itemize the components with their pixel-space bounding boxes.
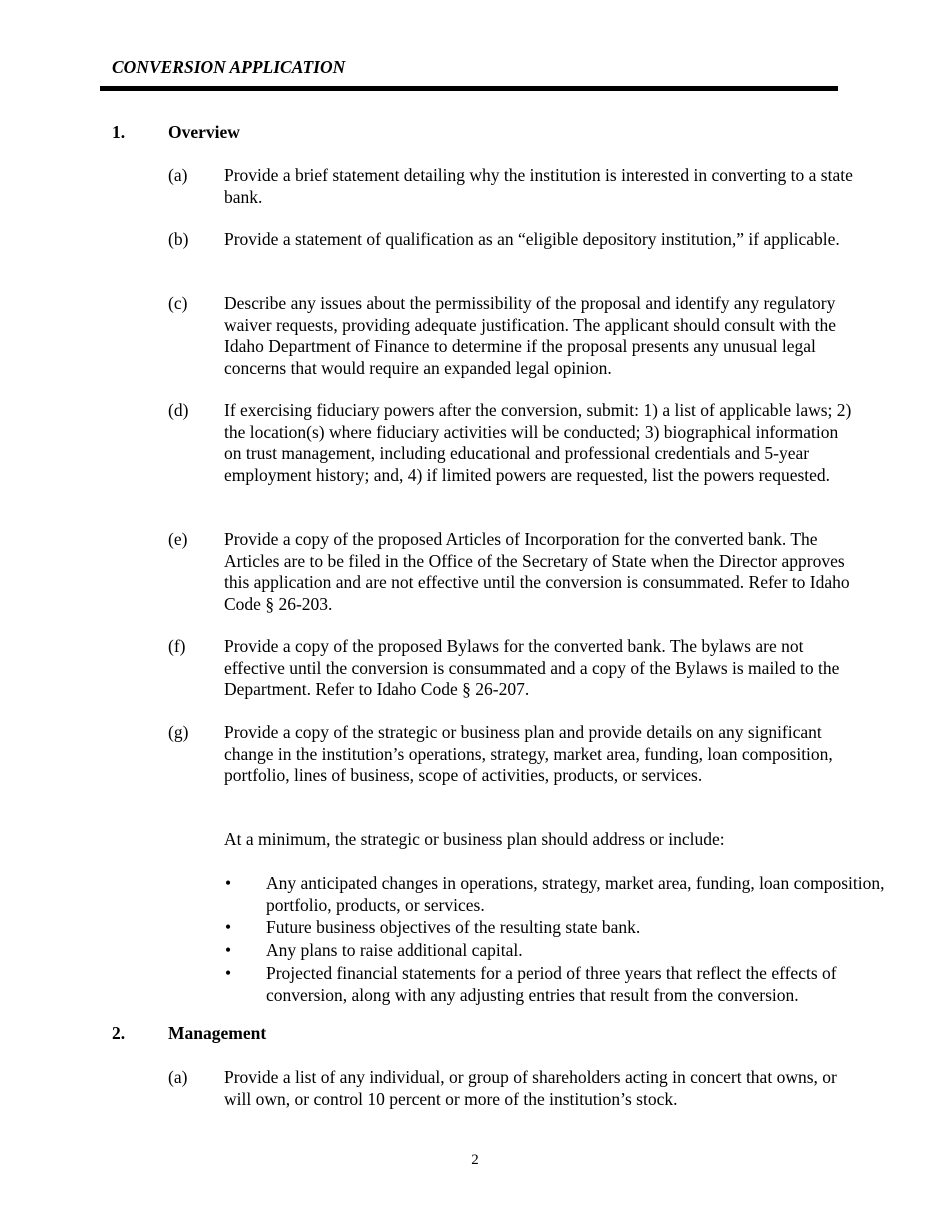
bullet-icon: • bbox=[225, 873, 232, 893]
item-label: (a) bbox=[168, 165, 188, 185]
bullet-icon: • bbox=[225, 963, 232, 983]
item-text: Provide a copy of the proposed Bylaws for the converted bank. The bylaws are not effective until the conversion is consummated and a copy of the Bylaws is mailed to the Department. Refer to Idaho Code § 26-207. bbox=[224, 636, 840, 699]
item-text: Provide a copy of the strategic or business plan and provide details on any significant change in the institution’s operations, strategy, market area, funding, loan composition, portfolio, lines of business, scope of activities, products, or services. bbox=[224, 722, 833, 785]
item-text: Describe any issues about the permissibility of the proposal and identify any regulatory waiver requests, providing adequate justification. The applicant should consult with the Idaho Department of Finance to determine if the proposal presents any unusual legal concerns that would require an expanded legal opinion. bbox=[224, 293, 837, 378]
item-text: Provide a brief statement detailing why the institution is interested in converting to a state bank. bbox=[224, 165, 853, 207]
item-label: (d) bbox=[168, 400, 189, 420]
item-label: (e) bbox=[168, 529, 188, 549]
plan-intro: At a minimum, the strategic or business plan should address or include: bbox=[224, 829, 725, 849]
item-label: (a) bbox=[168, 1067, 188, 1087]
item-label: (b) bbox=[168, 229, 189, 249]
item-label: (c) bbox=[168, 293, 188, 313]
section-number: 2. bbox=[112, 1023, 126, 1043]
bullet-item: Projected financial statements for a period of three years that reflect the effects of conversion, along with any adjusting entries that result from the conversion. bbox=[266, 963, 837, 1005]
item-label: (g) bbox=[168, 722, 189, 742]
bullet-item: Future business objectives of the resulting state bank. bbox=[266, 917, 641, 937]
item-text: Provide a statement of qualification as an “eligible depository institution,” if applicable. bbox=[224, 229, 840, 249]
page-header-title: CONVERSION APPLICATION bbox=[112, 57, 346, 77]
bullet-item: Any plans to raise additional capital. bbox=[266, 940, 523, 960]
section-title: Overview bbox=[168, 122, 240, 142]
section-number: 1. bbox=[112, 122, 126, 142]
header-rule bbox=[100, 86, 838, 91]
item-text: Provide a list of any individual, or group of shareholders acting in concert that owns, or will own, or control 10 percent or more of the institution’s stock. bbox=[224, 1067, 837, 1109]
bullet-item: Any anticipated changes in operations, strategy, market area, funding, loan composition, portfolio, products, or services. bbox=[266, 873, 885, 915]
item-text: If exercising fiduciary powers after the conversion, submit: 1) a list of applicable laws; 2) the location(s) where fiduciary activities will be conducted; 3) biographical information on trust management, including educational and professional credentials and 5-year employment history; and, 4) if limited powers are requested, list the powers requested. bbox=[224, 400, 852, 485]
item-label: (f) bbox=[168, 636, 186, 656]
bullet-icon: • bbox=[225, 940, 232, 960]
section-title: Management bbox=[168, 1023, 267, 1043]
item-text: Provide a copy of the proposed Articles of Incorporation for the converted bank. The Articles are to be filed in the Office of the Secretary of State when the Director approves this application and are not effective until the conversion is consummated. Refer to Idaho Code § 26-203. bbox=[224, 529, 850, 614]
page-number: 2 bbox=[471, 1152, 479, 1168]
bullet-icon: • bbox=[225, 917, 232, 937]
